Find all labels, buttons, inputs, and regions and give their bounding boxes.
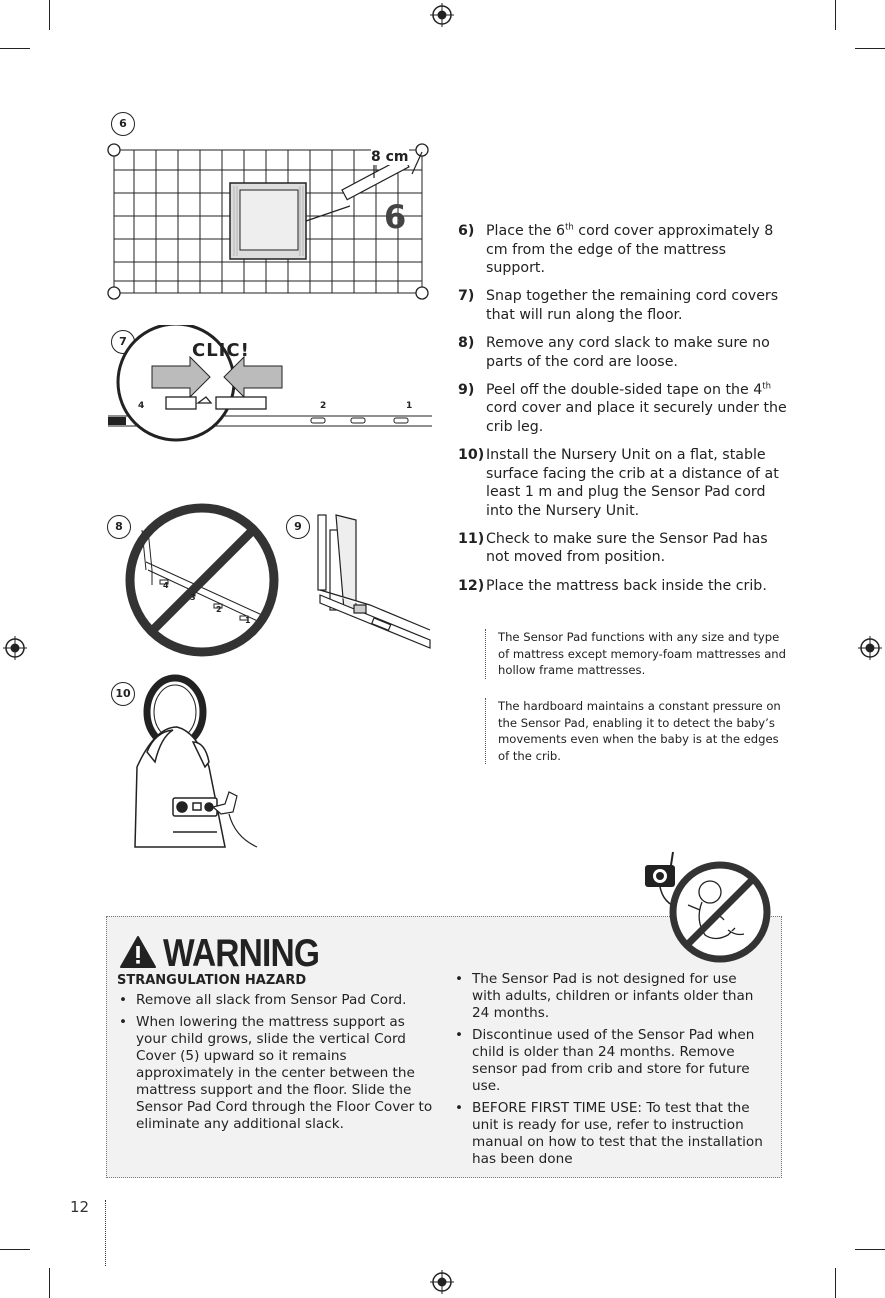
registration-mark-icon bbox=[858, 636, 882, 660]
figure-9-crib-leg bbox=[310, 510, 435, 650]
step-text: cord cover approximately 8 cm from the edge of the mattress support. bbox=[486, 223, 774, 277]
cover-label-4: 4 bbox=[163, 581, 169, 590]
warning-title: WARNING bbox=[163, 932, 320, 975]
step-text: Place the 6 bbox=[486, 223, 566, 239]
sensor-pad-board bbox=[230, 183, 306, 259]
cover-label-4: 4 bbox=[138, 401, 145, 411]
figure-7-badge: 7 bbox=[111, 330, 135, 354]
crop-mark bbox=[835, 0, 836, 30]
figure-10-badge: 10 bbox=[111, 682, 135, 706]
note-hardboard: The hardboard maintains a constant pressure on the Sensor Pad, enabling it to detect the baby’s movements even when the baby is at the edges of the crib. bbox=[485, 698, 788, 764]
hazard-heading: STRANGULATION HAZARD bbox=[117, 973, 307, 988]
note-mattress-types: The Sensor Pad functions with any size and type of mattress except memory-foam mattresses and hollow frame mattresses. bbox=[485, 629, 788, 679]
crop-mark bbox=[835, 1268, 836, 1298]
cord-cover-number: 6 bbox=[384, 198, 407, 236]
warning-bullet: • Discontinue used of the Sensor Pad when child is older than 24 months. Remove sensor pad from crib and store for future use. bbox=[453, 1027, 765, 1095]
step-superscript: th bbox=[565, 222, 574, 233]
crop-mark bbox=[855, 48, 885, 49]
no-baby-icon bbox=[640, 850, 775, 965]
step-text: cord cover and place it securely under the crib leg. bbox=[486, 400, 787, 435]
warning-list-right bbox=[453, 971, 765, 1173]
figure-8-badge: 8 bbox=[107, 515, 131, 539]
crop-mark bbox=[49, 1268, 50, 1298]
step-text: Place the mattress back inside the crib. bbox=[486, 577, 767, 594]
step-text: Check to make sure the Sensor Pad has not moved from position. bbox=[486, 530, 768, 566]
warning-bullet: • When lowering the mattress support as your child grows, slide the vertical Cord Cover (5) upward so it remains approximately in the center between the mattress support and the floor. Slide the Sensor Pad Cord through the Floor Cover to eliminate any additional slack. bbox=[117, 1014, 439, 1133]
step-number: 9) bbox=[458, 381, 475, 398]
footer-divider bbox=[105, 1200, 106, 1266]
cover-label-2: 2 bbox=[216, 605, 222, 614]
cover-label-1: 1 bbox=[406, 401, 413, 411]
registration-mark-icon bbox=[430, 1270, 454, 1294]
registration-mark-icon bbox=[3, 636, 27, 660]
crop-mark bbox=[49, 0, 50, 30]
warning-triangle-icon bbox=[119, 935, 157, 969]
cover-label-3: 3 bbox=[190, 593, 196, 602]
cover-label-2: 2 bbox=[320, 401, 327, 411]
step-number: 12) bbox=[458, 577, 485, 594]
step-item bbox=[458, 334, 788, 371]
step-text: Remove any cord slack to make sure no parts of the cord are loose. bbox=[486, 334, 770, 370]
step-number: 11) bbox=[458, 530, 485, 547]
cover-label-1: 1 bbox=[245, 616, 251, 625]
warning-bullet: • The Sensor Pad is not designed for use with adults, children or infants older than 24 months. bbox=[453, 971, 765, 1022]
warning-bullet: • Remove all slack from Sensor Pad Cord. bbox=[117, 992, 439, 1009]
figure-10-nursery-unit bbox=[125, 672, 265, 857]
step-text: Peel off the double-sided tape on the 4 bbox=[486, 381, 763, 398]
step-item bbox=[458, 446, 788, 520]
step-item bbox=[458, 577, 788, 596]
step-item bbox=[458, 530, 788, 567]
crop-mark bbox=[0, 1249, 30, 1250]
step-number: 10) bbox=[458, 446, 485, 463]
figure-6-badge: 6 bbox=[111, 112, 135, 136]
step-item bbox=[458, 287, 788, 324]
crop-mark bbox=[855, 1249, 885, 1250]
step-text: Install the Nursery Unit on a flat, stable surface facing the crib at a distance of at least 1 m and plug the Sensor Pad cord into the Nursery Unit. bbox=[486, 446, 779, 519]
step-text: Snap together the remaining cord covers that will run along the floor. bbox=[486, 288, 779, 323]
step-number: 7) bbox=[458, 288, 475, 305]
figure-8-prohibited bbox=[122, 500, 282, 660]
step-number: 6) bbox=[458, 223, 475, 239]
step-number: 8) bbox=[458, 334, 475, 351]
step-item bbox=[458, 381, 788, 437]
figure-7-cord-covers bbox=[106, 325, 436, 445]
clic-label: CLIC! bbox=[192, 340, 250, 361]
instruction-steps bbox=[458, 222, 788, 605]
figure-9-badge: 9 bbox=[286, 515, 310, 539]
page-number: 12 bbox=[70, 1198, 90, 1216]
registration-mark-icon bbox=[430, 3, 454, 27]
crop-mark bbox=[0, 48, 30, 49]
warning-list-left bbox=[117, 992, 439, 1138]
measure-label: 8 cm bbox=[371, 149, 409, 165]
step-superscript: th bbox=[762, 380, 772, 391]
step-item bbox=[458, 222, 788, 278]
warning-bullet: • BEFORE FIRST TIME USE: To test that the unit is ready for use, refer to instruction manual on how to test that the installation has been done bbox=[453, 1100, 765, 1168]
